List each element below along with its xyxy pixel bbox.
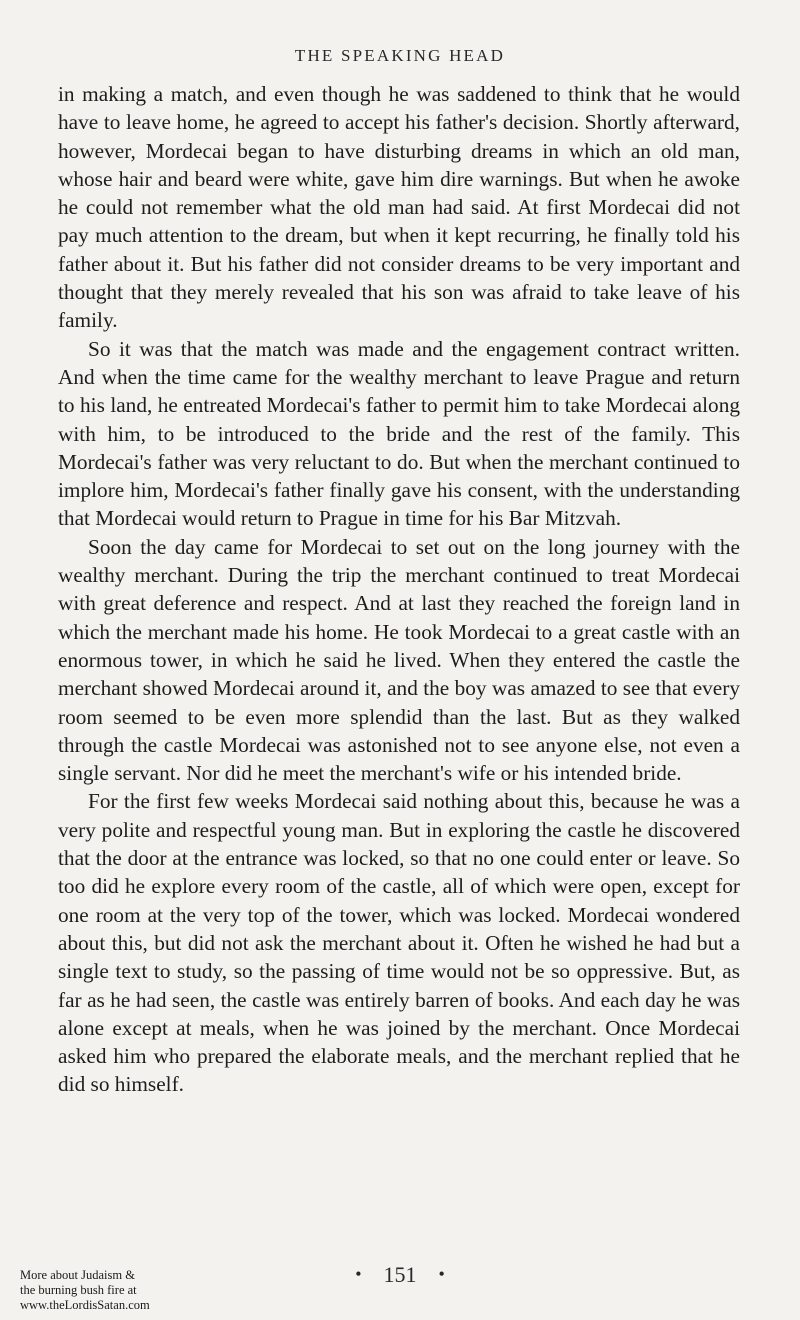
paragraph-1: in making a match, and even though he was saddened to think that he would have to leave home, he agreed to accept his father's decision. Shortly afterward, however, Mordecai began to have disturbing dreams in which an old man, whose hair and beard were white, gave him dire warnings. But when he awoke he could not remember what the old man had said. At first Mordecai did not pay much attention to the dream, but when it kept recurring, he finally told his father about it. But his father did not consider dreams to be very important and thought that they merely revealed that his son was afraid to take leave of his family. [58,82,740,333]
paragraph-2: So it was that the match was made and the engagement contract written. And when the time came for the wealthy merchant to leave Prague and return to his land, he entreated Mordecai's father to permit him to take Mordecai along with him, to be introduced to the bride and the rest of the family. This Mordecai's father was very reluctant to do. But when the merchant continued to implore him, Mordecai's father finally gave his consent, with the understanding that Mordecai would return to Prague in time for his Bar Mitzvah. [58,336,740,531]
watermark-line-1: More about Judaism & [20,1268,135,1282]
watermark-line-3: www.theLordisSatan.com [20,1298,150,1312]
body-text [58,80,740,1099]
running-head: THE SPEAKING HEAD [294,46,506,65]
folio-dot-right: • [438,1264,445,1284]
page-number: 151 [383,1262,417,1287]
paragraph-3: Soon the day came for Mordecai to set out on the long journey with the wealthy merchant. During the trip the merchant continued to treat Mordecai with great deference and respect. And at last they reached the foreign land in which the merchant made his home. He took Mordecai to a great castle with an enormous tower, in which he said he lived. When they entered the castle the merchant showed Mordecai around it, and the boy was amazed to see that every room seemed to be even more splendid than the last. But as they walked through the castle Mordecai was astonished not to see anyone else, not even a single servant. Nor did he meet the merchant's wife or his intended bride. [58,534,740,786]
paragraph-4: For the first few weeks Mordecai said nothing about this, because he was a very polite and respectful young man. But in exploring the castle he discovered that the door at the entrance was locked, so that no one could enter or leave. So too did he explore every room of the castle, all of which were open, except for one room at the very top of the tower, which was locked. Mordecai wondered about this, but did not ask the merchant about it. Often he wished he had but a single text to study, so the passing of time would not be so oppressive. But, as far as he had seen, the castle was entirely barren of books. And each day he was alone except at meals, when he was joined by the merchant. Once Mordecai asked him who prepared the elaborate meals, and the merchant replied that he did so himself. [58,789,740,1097]
watermark-line-2: the burning bush fire at [20,1283,137,1297]
folio-dot-left: • [355,1264,362,1284]
watermark-link[interactable] [20,1268,210,1313]
